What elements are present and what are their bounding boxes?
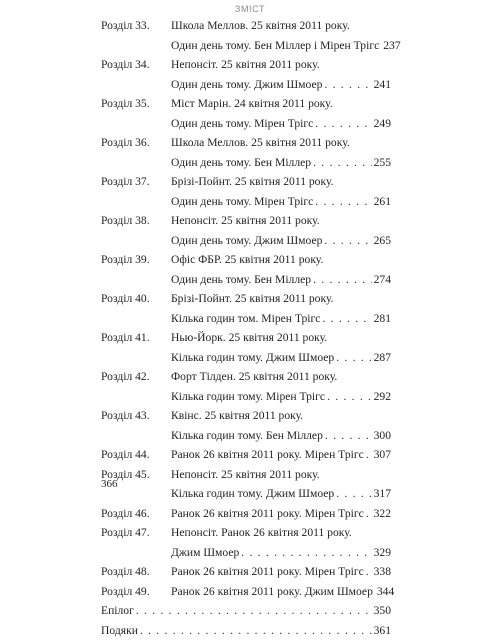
toc-line [101, 367, 391, 387]
toc-line [101, 36, 391, 56]
chapter-label: Розділ 36. [101, 133, 171, 153]
entry-title: Кілька годин тому. Джим Шмоер [171, 484, 334, 504]
page-ref: 261 [374, 192, 391, 212]
entry-title: Один день тому. Джим Шмоер [171, 231, 322, 251]
toc-line [101, 16, 391, 36]
dot-leader [366, 445, 372, 465]
toc-line [101, 426, 391, 446]
toc-line [101, 172, 391, 192]
entry-title: Джим Шмоер [171, 543, 239, 563]
chapter-label: Розділ 46. [101, 504, 171, 524]
entry-title: Квінс. 25 квітня 2011 року. [171, 406, 303, 426]
entry-title: Ранок 26 квітня 2011 року. Мірен Трігс [171, 504, 364, 524]
toc-line [101, 582, 391, 602]
entry-title: Міст Марін. 24 квітня 2011 року. [171, 94, 333, 114]
page-ref: 237 [383, 36, 400, 56]
dot-leader [313, 270, 372, 290]
entry-title: Подяки [101, 621, 138, 640]
chapter-label: Розділ 45. [101, 465, 171, 485]
dot-leader [313, 153, 372, 173]
entry-title: Один день тому. Бен Міллер [171, 270, 311, 290]
entry-title: Кілька годин тому. Мірен Трігс [171, 387, 325, 407]
dot-leader [241, 543, 371, 563]
toc-line [101, 348, 391, 368]
chapter-label: Розділ 35. [101, 94, 171, 114]
toc-line [101, 601, 391, 621]
toc-line [101, 231, 391, 251]
chapter-label: Розділ 43. [101, 406, 171, 426]
toc-line [101, 504, 391, 524]
entry-title: Брізі-Пойнт. 25 квітня 2011 року. [171, 172, 333, 192]
entry-title: Ранок 26 квітня 2011 року. Мірен Трігс [171, 445, 364, 465]
toc-line [101, 406, 391, 426]
dot-leader [140, 621, 372, 640]
entry-title: Один день тому. Мірен Трігс [171, 114, 313, 134]
page-ref: 255 [374, 153, 391, 173]
toc-line [101, 445, 391, 465]
page-ref: 338 [374, 562, 391, 582]
page-ref: 292 [374, 387, 391, 407]
entry-title: Непонсіт. Ранок 26 квітня 2011 року. [171, 523, 352, 543]
chapter-label: Розділ 42. [101, 367, 171, 387]
entry-title: Форт Тілден. 25 квітня 2011 року. [171, 367, 337, 387]
toc-line [101, 133, 391, 153]
chapter-label: Розділ 44. [101, 445, 171, 465]
dot-leader [322, 309, 371, 329]
chapter-label: Розділ 48. [101, 562, 171, 582]
page-ref: 274 [374, 270, 391, 290]
toc-line [101, 387, 391, 407]
page-ref: 344 [377, 582, 394, 602]
toc-line [101, 523, 391, 543]
toc-line [101, 328, 391, 348]
entry-title: Кілька годин тому. Джим Шмоер [171, 348, 334, 368]
chapter-label: Розділ 33. [101, 16, 171, 36]
page-number: 366 [101, 478, 118, 490]
dot-leader [324, 75, 371, 95]
toc-line [101, 562, 391, 582]
toc-line [101, 153, 391, 173]
chapter-label: Розділ 38. [101, 211, 171, 231]
toc-line [101, 289, 391, 309]
page-ref: 300 [374, 426, 391, 446]
chapter-label: Розділ 49. [101, 582, 171, 602]
toc-line [101, 250, 391, 270]
chapter-label: Розділ 41. [101, 328, 171, 348]
toc-line [101, 621, 391, 640]
toc-line [101, 309, 391, 329]
entry-title: Брізі-Пойнт. 25 квітня 2011 року. [171, 289, 333, 309]
running-head: ЗМІСТ [0, 4, 500, 14]
page-ref: 350 [374, 601, 391, 621]
toc-line [101, 465, 391, 485]
toc-line [101, 75, 391, 95]
entry-title: Офіс ФБР. 25 квітня 2011 року. [171, 250, 323, 270]
chapter-label: Розділ 37. [101, 172, 171, 192]
entry-title: Нью-Йорк. 25 квітня 2011 року. [171, 328, 327, 348]
page-ref: 361 [374, 621, 391, 640]
toc-line [101, 192, 391, 212]
toc-line [101, 484, 391, 504]
toc-line [101, 55, 391, 75]
toc-line [101, 270, 391, 290]
chapter-label: Розділ 34. [101, 55, 171, 75]
chapter-label: Розділ 39. [101, 250, 171, 270]
table-of-contents [101, 16, 391, 640]
dot-leader [325, 426, 372, 446]
entry-title: Ранок 26 квітня 2011 року. Джим Шмоер [171, 582, 373, 602]
dot-leader [324, 231, 371, 251]
toc-line [101, 114, 391, 134]
entry-title: Непонсіт. 25 квітня 2011 року. [171, 55, 320, 75]
entry-title: Один день тому. Джим Шмоер [171, 75, 322, 95]
toc-line [101, 211, 391, 231]
dot-leader [336, 484, 371, 504]
page-ref: 287 [374, 348, 391, 368]
entry-title: Школа Меллов. 25 квітня 2011 року. [171, 133, 350, 153]
page-ref: 265 [374, 231, 391, 251]
entry-title: Непонсіт. 25 квітня 2011 року. [171, 211, 320, 231]
page-ref: 249 [374, 114, 391, 134]
entry-title: Епілог [101, 601, 134, 621]
chapter-label: Розділ 47. [101, 523, 171, 543]
entry-title: Один день тому. Бен Міллер і Мірен Трігс [171, 36, 379, 56]
page-ref: 281 [374, 309, 391, 329]
dot-leader [315, 114, 371, 134]
dot-leader [136, 601, 372, 621]
dot-leader [315, 192, 371, 212]
page-ref: 317 [374, 484, 391, 504]
page-ref: 241 [374, 75, 391, 95]
toc-line [101, 543, 391, 563]
entry-title: Один день тому. Мірен Трігс [171, 192, 313, 212]
page-ref: 322 [374, 504, 391, 524]
entry-title: Непонсіт. 25 квітня 2011 року. [171, 465, 320, 485]
dot-leader [336, 348, 371, 368]
entry-title: Ранок 26 квітня 2011 року. Мірен Трігс [171, 562, 364, 582]
dot-leader [327, 387, 372, 407]
entry-title: Кілька годин том. Мірен Трігс [171, 309, 320, 329]
page-ref: 307 [374, 445, 391, 465]
toc-line [101, 94, 391, 114]
dot-leader [366, 504, 372, 524]
entry-title: Один день тому. Бен Міллер [171, 153, 311, 173]
chapter-label: Розділ 40. [101, 289, 171, 309]
entry-title: Кілька годин тому. Бен Міллер [171, 426, 323, 446]
page-ref: 329 [374, 543, 391, 563]
entry-title: Школа Меллов. 25 квітня 2011 року. [171, 16, 350, 36]
dot-leader [366, 562, 372, 582]
